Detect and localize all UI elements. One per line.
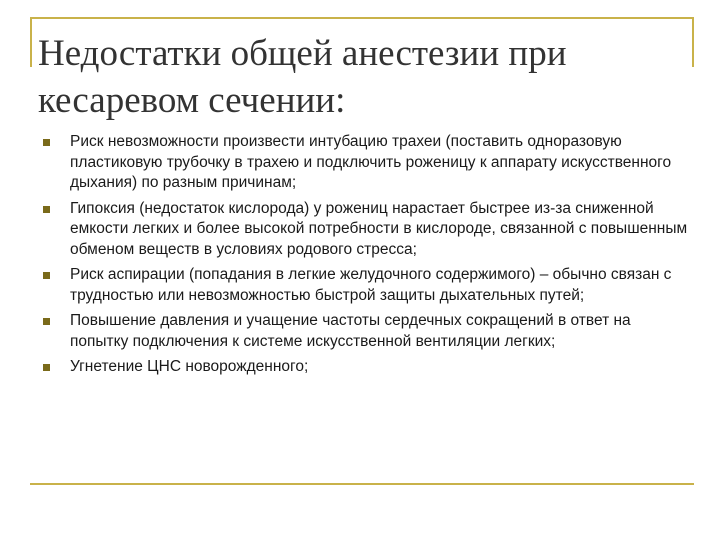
frame-bottom-line (30, 483, 694, 485)
slide-title: Недостатки общей анестезии при кесаревом сечении: (38, 33, 567, 121)
bullet-list (38, 132, 688, 383)
bullet-item (38, 311, 688, 352)
frame-top-line (30, 17, 694, 19)
bullet-item (38, 199, 688, 261)
bullet-item (38, 265, 688, 306)
bullet-text: Угнетение ЦНС новорожденного; (70, 358, 309, 375)
bullet-text: Риск невозможности произвести интубацию трахеи (поставить одноразовую пластиковую трубочку в трахею и подключить роженицу к аппарату искусственного дыхания) по разным причинам; (70, 133, 672, 191)
square-bullet-icon (43, 206, 50, 213)
frame-left-line (30, 17, 32, 67)
square-bullet-icon (43, 318, 50, 325)
square-bullet-icon (43, 139, 50, 146)
bullet-item (38, 132, 688, 194)
frame-right-line (692, 17, 694, 67)
bullet-text: Гипоксия (недостаток кислорода) у рожениц нарастает быстрее из-за сниженной емкости легких и более высокой потребности в кислороде, связанной с повышенным обменом веществ в условиях родового стресса; (70, 199, 688, 258)
bullet-text: Риск аспирации (попадания в легкие желудочного содержимого) – обычно связан с трудностью или невозможностью быстрой защиты дыхательных путей; (70, 266, 672, 304)
bullet-text: Повышение давления и учащение частоты сердечных сокращений в ответ на попытку подключения к системе искусственной вентиляции легких; (70, 312, 631, 350)
square-bullet-icon (43, 364, 50, 371)
bullet-item (38, 357, 688, 378)
square-bullet-icon (43, 272, 50, 279)
